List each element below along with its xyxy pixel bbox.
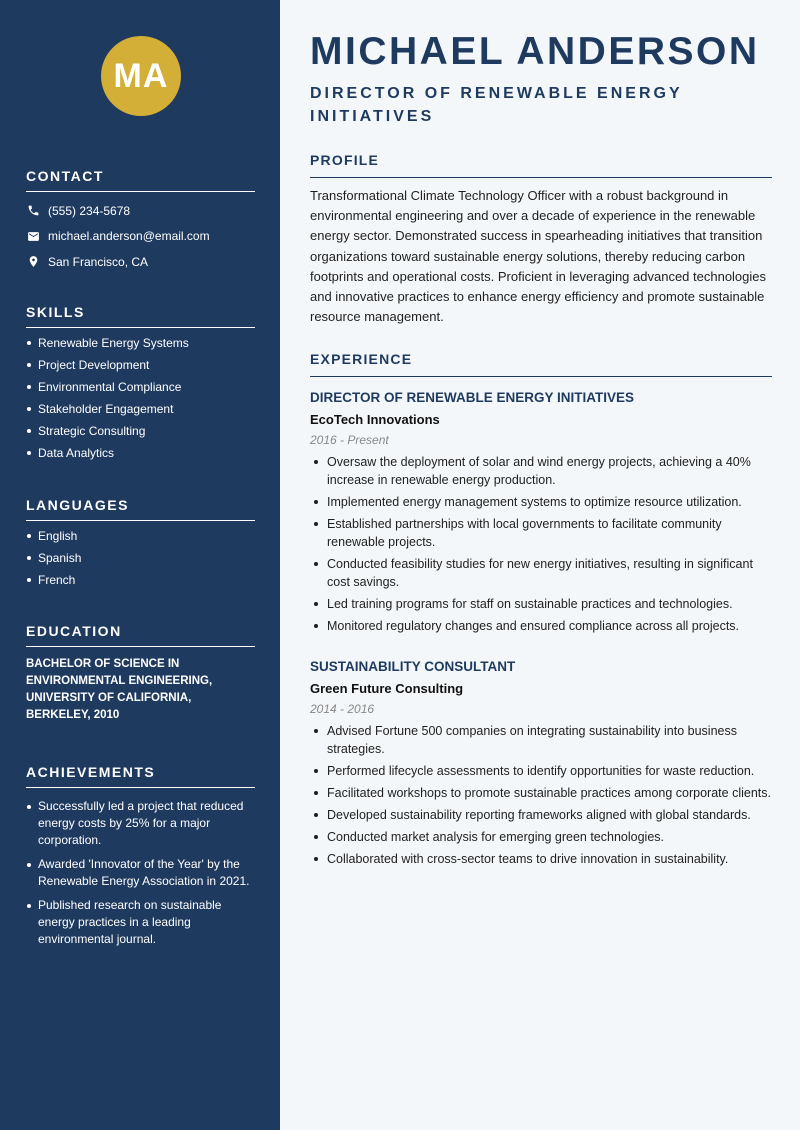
job-dates: 2016 - Present bbox=[310, 433, 389, 447]
job-bullet: Advised Fortune 500 companies on integrating sustainability into business strategies. bbox=[310, 722, 772, 758]
job-entry bbox=[310, 389, 772, 639]
location-text: San Francisco, CA bbox=[48, 254, 149, 269]
contact-location bbox=[26, 249, 255, 275]
language-item: English bbox=[26, 529, 255, 543]
phone-icon bbox=[26, 204, 40, 218]
education-section bbox=[26, 623, 255, 724]
skill-item: Renewable Energy Systems bbox=[26, 336, 255, 350]
job-title: SUSTAINABILITY CONSULTANT bbox=[310, 659, 516, 674]
job-bullet: Conducted feasibility studies for new energy initiatives, resulting in significant cost savings. bbox=[310, 555, 772, 591]
job-bullet: Monitored regulatory changes and ensured compliance across all projects. bbox=[310, 617, 772, 635]
languages-title: LANGUAGES bbox=[26, 497, 255, 521]
skill-item: Strategic Consulting bbox=[26, 424, 255, 438]
skill-item: Data Analytics bbox=[26, 446, 255, 460]
achievements-section bbox=[26, 764, 255, 955]
achievements-title: ACHIEVEMENTS bbox=[26, 764, 255, 788]
education-title: EDUCATION bbox=[26, 623, 255, 647]
contact-phone bbox=[26, 198, 255, 224]
job-bullet: Oversaw the deployment of solar and wind energy projects, achieving a 40% increase in renewable energy production. bbox=[310, 453, 772, 489]
email-text[interactable]: michael.anderson@email.com bbox=[48, 229, 210, 244]
skill-item: Stakeholder Engagement bbox=[26, 402, 255, 416]
envelope-icon bbox=[26, 229, 40, 243]
language-item: Spanish bbox=[26, 551, 255, 565]
job-entry bbox=[310, 658, 772, 872]
languages-list bbox=[26, 529, 255, 587]
job-bullet: Performed lifecycle assessments to identify opportunities for waste reduction. bbox=[310, 762, 772, 780]
job-bullet: Developed sustainability reporting frameworks aligned with global standards. bbox=[310, 806, 772, 824]
achievement-item: Successfully led a project that reduced energy costs by 25% for a major corporation. bbox=[26, 798, 255, 849]
job-bullet: Conducted market analysis for emerging green technologies. bbox=[310, 828, 772, 846]
skill-item: Environmental Compliance bbox=[26, 380, 255, 394]
map-pin-icon bbox=[26, 255, 40, 269]
job-company: EcoTech Innovations bbox=[310, 412, 440, 427]
job-bullet: Collaborated with cross-sector teams to drive innovation in sustainability. bbox=[310, 850, 772, 868]
sidebar bbox=[0, 0, 280, 1130]
profile-summary: Transformational Climate Technology Officer with a robust background in environmental engineering and over a decade of experience in the renewable energy sector. Demonstrated success in spearheading initiatives that transition organizations toward sustainable energy solutions, thereby reducing carbon footprints and operational costs. Proficient in leveraging advanced technologies and innovative practices to enhance energy efficiency and promote sustainable resource management. bbox=[310, 188, 767, 325]
skills-list bbox=[26, 336, 255, 460]
job-bullet: Established partnerships with local governments to facilitate community renewable projects. bbox=[310, 515, 772, 551]
candidate-name: MICHAEL ANDERSON bbox=[310, 30, 760, 73]
profile-section bbox=[310, 152, 772, 327]
language-item: French bbox=[26, 573, 255, 587]
job-title: DIRECTOR OF RENEWABLE ENERGY INITIATIVES bbox=[310, 390, 635, 405]
contact-title: CONTACT bbox=[26, 168, 255, 192]
avatar: MA bbox=[101, 36, 181, 116]
job-bullet: Implemented energy management systems to optimize resource utilization. bbox=[310, 493, 772, 511]
achievement-item: Awarded 'Innovator of the Year' by the Renewable Energy Association in 2021. bbox=[26, 856, 255, 890]
job-bullet: Facilitated workshops to promote sustainable practices among corporate clients. bbox=[310, 784, 772, 802]
skills-section bbox=[26, 304, 255, 468]
job-bullets bbox=[310, 722, 772, 868]
candidate-role: DIRECTOR OF RENEWABLE ENERGY INITIATIVES bbox=[310, 85, 683, 125]
skill-item: Project Development bbox=[26, 358, 255, 372]
job-company: Green Future Consulting bbox=[310, 681, 464, 696]
experience-section bbox=[310, 351, 772, 377]
education-degree: BACHELOR OF SCIENCE IN ENVIRONMENTAL ENGINEERING, UNIVERSITY OF CALIFORNIA, BERKELEY, 2010 bbox=[26, 658, 213, 721]
contact-email bbox=[26, 224, 255, 250]
job-dates: 2014 - 2016 bbox=[310, 702, 375, 716]
job-bullet: Led training programs for staff on sustainable practices and technologies. bbox=[310, 595, 772, 613]
skills-title: SKILLS bbox=[26, 304, 255, 328]
profile-title: PROFILE bbox=[310, 152, 772, 178]
achievement-item: Published research on sustainable energy practices in a leading environmental journal. bbox=[26, 897, 255, 948]
experience-title: EXPERIENCE bbox=[310, 351, 772, 377]
languages-section bbox=[26, 497, 255, 595]
job-bullets bbox=[310, 453, 772, 635]
phone-text: (555) 234-5678 bbox=[48, 203, 131, 218]
achievements-list bbox=[26, 798, 255, 948]
contact-section bbox=[26, 168, 255, 275]
